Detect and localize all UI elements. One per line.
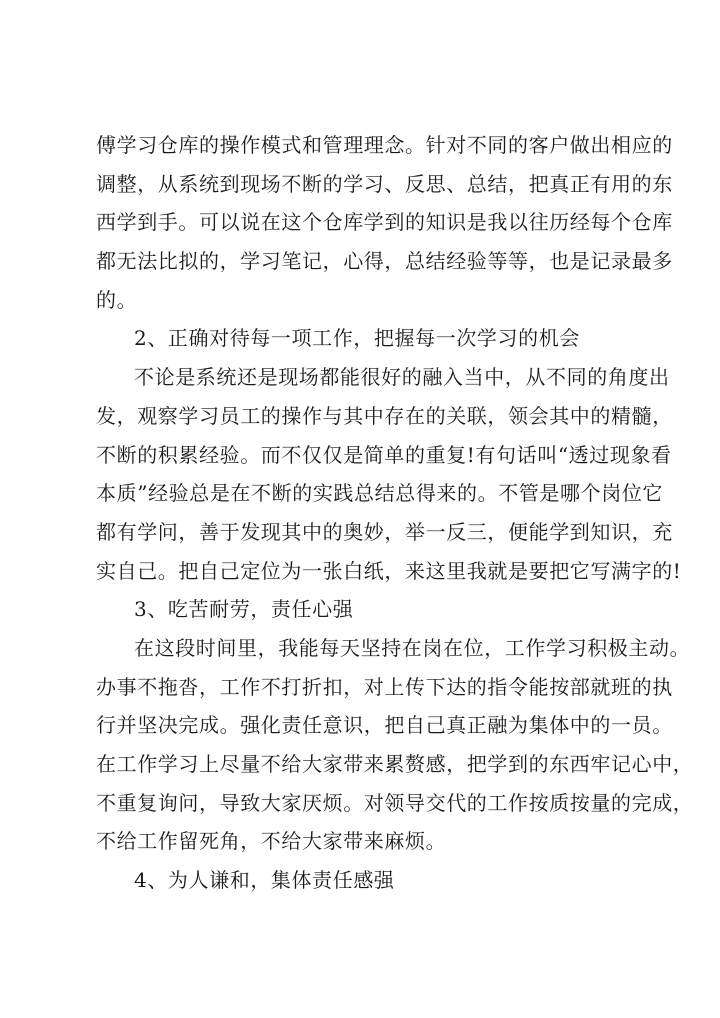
text-line: 本质”经验总是在不断的实践总结总得来的。不管是哪个岗位它 <box>96 481 664 506</box>
text-line: 不重复询问，导致大家厌烦。对领导交代的工作按质按量的完成， <box>96 790 694 815</box>
section-heading-2: 2、正确对待每一项工作，把握每一次学习的机会 <box>134 326 580 351</box>
text-line: 发，观察学习员工的操作与其中存在的关联，领会其中的精髓， <box>96 403 673 428</box>
text-line: 行并坚决完成。强化责任意识，把自己真正融为集体中的一员。 <box>96 713 673 738</box>
text-line: 都无法比拟的，学习笔记，心得，总结经验等等，也是记录最多 <box>96 249 673 274</box>
section-heading-4: 4、为人谦和，集体责任感强 <box>134 868 395 893</box>
text-line: 调整，从系统到现场不断的学习、反思、总结，把真正有用的东 <box>96 171 673 196</box>
text-line: 办事不拖沓，工作不打折扣，对上传下达的指令能按部就班的执 <box>96 674 673 699</box>
paragraph-start: 在这段时间里，我能每天坚持在岗在位，工作学习积极主动。 <box>134 635 691 660</box>
text-line: 不断的积累经验。而不仅仅是简单的重复!有句话叫“透过现象看 <box>96 442 672 467</box>
text-line: 的。 <box>96 287 138 312</box>
text-line: 傅学习仓库的操作模式和管理理念。针对不同的客户做出相应的 <box>96 133 673 157</box>
text-line: 不给工作留死角，不给大家带来麻烦。 <box>96 829 447 854</box>
text-line: 西学到手。可以说在这个仓库学到的知识是我以往历经每个仓库 <box>96 210 673 235</box>
text-line: 在工作学习上尽量不给大家带来累赘感，把学到的东西牢记心中， <box>96 752 694 776</box>
text-line: 实自己。把自己定位为一张白纸，来这里我就是要把它写满字的! <box>96 558 682 583</box>
section-heading-3: 3、吃苦耐劳，责任心强 <box>134 597 354 622</box>
paragraph-start: 不论是系统还是现场都能很好的融入当中，从不同的角度出 <box>134 365 670 390</box>
document-body <box>96 126 694 900</box>
text-line: 都有学问，善于发现其中的奥妙，举一反三，便能学到知识，充 <box>96 519 673 544</box>
